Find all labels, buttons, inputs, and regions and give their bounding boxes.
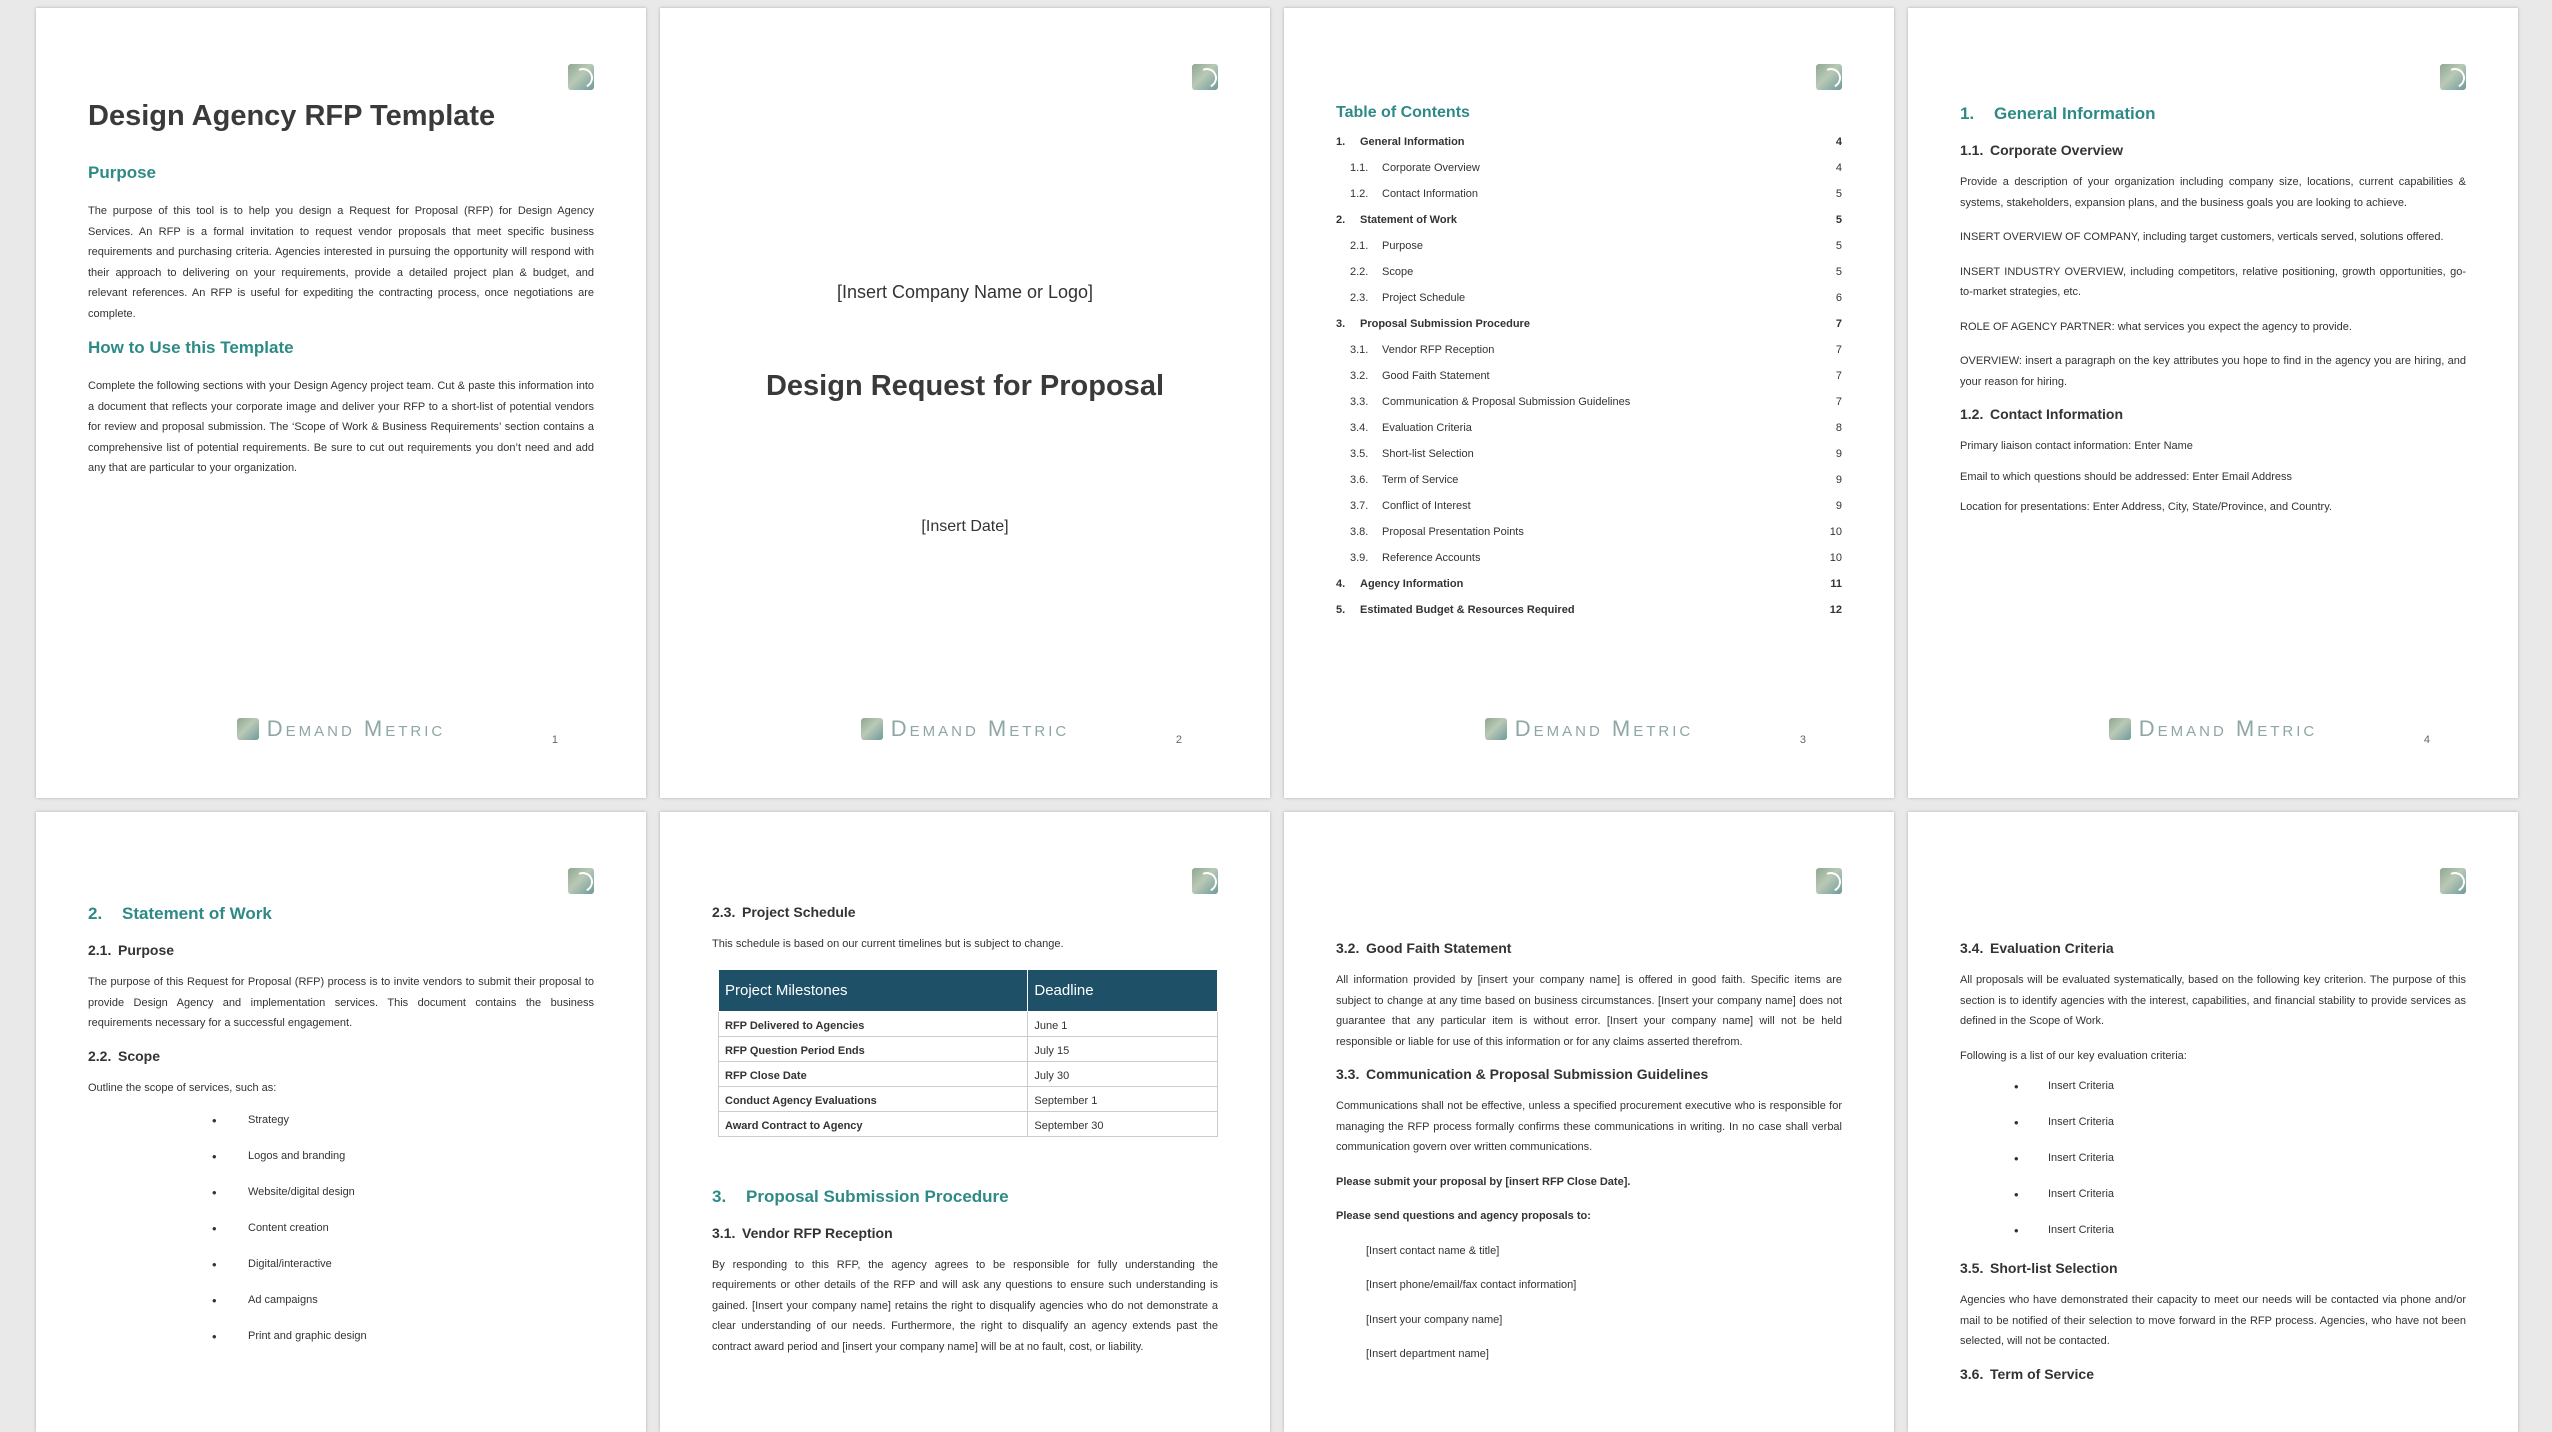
demand-metric-logo-icon: [568, 64, 594, 90]
paragraph: Communications shall not be effective, unless a specified procurement executive who is responsible for managing the RFP process formally confirms these communications in writing. In no case shall verbal communication govern over written communications.: [1336, 1100, 1842, 1153]
purpose-text: The purpose of this tool is to help you design a Request for Proposal (RFP) for Design Agency Services. An RFP is a formal invitation to request vendor proposals that meet specific business requirements and purchasing criteria. Agencies interested in pursuing the opportunity will respond with their approach to delivering on your requirements, provide a detailed project plan & budget, and relevant references. An RFP is useful for expediting the contracting process, once negotiations are complete.: [88, 205, 594, 320]
demand-metric-logo-icon: [1816, 64, 1842, 90]
document-page-8: [1908, 812, 2518, 1432]
submit-deadline: Please submit your proposal by [insert RFP Close Date].: [1336, 1175, 1631, 1188]
toc-list: [1336, 136, 1842, 630]
toc-item-label: Contact Information: [1382, 188, 1478, 200]
subsection-heading: 1.2. Contact Information: [1960, 406, 2123, 422]
list-item: • Ad campaigns: [248, 1294, 594, 1330]
paragraph: This schedule is based on our current timelines but is subject to change.: [712, 938, 1064, 950]
toc-item-page: 7: [1835, 344, 1842, 356]
toc-item-page: 5: [1835, 214, 1842, 226]
toc-item-number: 3.8.: [1350, 526, 1369, 538]
brand-mark-icon: [237, 718, 259, 740]
date-placeholder: [Insert Date]: [921, 518, 1009, 535]
paragraph: Provide a description of your organization including company size, locations, current capabilities & systems, stakeholders, expansion plans, and the business goals you are looking to achieve.: [1960, 176, 2466, 209]
toc-item-page: 4: [1835, 162, 1842, 174]
purpose-heading: Purpose: [88, 163, 157, 182]
toc-item-page: 9: [1835, 448, 1842, 460]
toc-item-label: Proposal Submission Procedure: [1360, 318, 1530, 330]
subsection-heading: 2.3. Project Schedule: [712, 904, 856, 920]
table-header: Project Milestones: [719, 969, 1028, 1011]
toc-item-number: 5.: [1336, 604, 1346, 616]
toc-item-page: 5: [1835, 266, 1842, 278]
toc-item-page: 10: [1829, 526, 1842, 538]
toc-item[interactable]: [1336, 422, 1842, 448]
toc-item[interactable]: [1336, 500, 1842, 526]
milestones-table: [718, 969, 1218, 1137]
demand-metric-logo-icon: [1192, 64, 1218, 90]
toc-item-number: 3.9.: [1350, 552, 1369, 564]
toc-item[interactable]: [1336, 552, 1842, 578]
table-cell: RFP Question Period Ends: [719, 1036, 1028, 1061]
table-cell: September 1: [1028, 1086, 1218, 1111]
toc-item-number: 3.5.: [1350, 448, 1369, 460]
toc-item-number: 4.: [1336, 578, 1346, 590]
subsection-heading: 3.3. Communication & Proposal Submission Guidelines: [1336, 1066, 1709, 1082]
toc-item-label: Reference Accounts: [1382, 552, 1481, 564]
toc-item-label: Vendor RFP Reception: [1382, 344, 1495, 356]
document-title: Design Agency RFP Template: [88, 100, 496, 132]
toc-item-number: 3.7.: [1350, 500, 1369, 512]
table-cell: June 1: [1028, 1011, 1218, 1036]
section-heading: 3. Proposal Submission Procedure: [712, 1186, 1009, 1206]
table-row: [719, 1011, 1218, 1036]
subsection-heading: 3.5. Short-list Selection: [1960, 1260, 2118, 1276]
contact-line: Primary liaison contact information: Enter Name: [1960, 440, 2193, 452]
toc-item[interactable]: [1336, 318, 1842, 344]
demand-metric-logo-icon: [1816, 868, 1842, 894]
toc-item-number: 2.1.: [1350, 240, 1369, 252]
paragraph: INSERT INDUSTRY OVERVIEW, including competitors, relative positioning, growth opportunities, go-to-market strategies, etc.: [1960, 265, 2466, 298]
toc-item-number: 3.2.: [1350, 370, 1369, 382]
criteria-list: [1960, 1080, 2466, 1260]
footer-brand: Demand Metric: [36, 716, 646, 742]
footer-brand: Demand Metric: [1284, 716, 1894, 742]
demand-metric-logo-icon: [2440, 64, 2466, 90]
list-item: • Print and graphic design: [248, 1330, 594, 1366]
toc-item[interactable]: [1336, 578, 1842, 604]
brand-mark-icon: [861, 718, 883, 740]
toc-item-page: 9: [1835, 500, 1842, 512]
paragraph: OVERVIEW: insert a paragraph on the key attributes you hope to find in the agency you are hiring, and your reason for hiring.: [1960, 355, 2466, 388]
list-item: • Insert Criteria: [2048, 1116, 2466, 1152]
toc-item[interactable]: [1336, 604, 1842, 630]
paragraph: All proposals will be evaluated systematically, based on the following key criterion. The purpose of this section is to identify agencies with the interest, capabilities, and financial stability to provide services as defined in the Scope of Work.: [1960, 974, 2466, 1027]
page-number: 3: [1799, 734, 1806, 746]
list-item: • Content creation: [248, 1222, 594, 1258]
toc-item-label: Estimated Budget & Resources Required: [1360, 604, 1575, 616]
table-cell: Award Contract to Agency: [719, 1111, 1028, 1136]
toc-item-number: 1.1.: [1350, 162, 1369, 174]
section-heading: 2. Statement of Work: [88, 904, 272, 923]
contact-line: Location for presentations: Enter Address, City, State/Province, and Country.: [1960, 501, 2332, 513]
table-cell: July 15: [1028, 1036, 1218, 1061]
howto-heading: How to Use this Template: [88, 338, 294, 357]
toc-item-label: Term of Service: [1382, 474, 1459, 486]
brand-mark-icon: [2109, 718, 2131, 740]
toc-item-label: Project Schedule: [1382, 292, 1466, 304]
howto-text: Complete the following sections with your Design Agency project team. Cut & paste this information into a document that reflects your corporate image and deliver your RFP to a short-list of potential vendors for review and proposal submission. The ‘Scope of Work & Business Requirements’ section contains a comprehensive list of potential requirements. Be sure to cut out requirements you don’t need and add any that are particular to your organization.: [88, 380, 594, 474]
subsection-heading: 3.2. Good Faith Statement: [1336, 940, 1512, 956]
toc-item-page: 6: [1835, 292, 1842, 304]
page-number: 2: [1175, 734, 1182, 746]
toc-item-number: 3.4.: [1350, 422, 1369, 434]
brand-mark-icon: [1485, 718, 1507, 740]
toc-item[interactable]: [1336, 214, 1842, 240]
list-item: • Insert Criteria: [2048, 1152, 2466, 1188]
toc-item-label: Communication & Proposal Submission Guidelines: [1382, 396, 1631, 408]
toc-item-page: 5: [1835, 188, 1842, 200]
demand-metric-logo-icon: [2440, 868, 2466, 894]
table-row: [719, 1036, 1218, 1061]
toc-item[interactable]: [1336, 266, 1842, 292]
section-heading: 1. General Information: [1960, 104, 2156, 123]
toc-item-label: Good Faith Statement: [1382, 370, 1490, 382]
list-item: • Logos and branding: [248, 1150, 594, 1186]
toc-item-number: 2.2.: [1350, 266, 1369, 278]
toc-item[interactable]: [1336, 136, 1842, 162]
document-page-4: [1908, 8, 2518, 798]
paragraph: The purpose of this Request for Proposal (RFP) process is to invite vendors to submit their proposal to provide Design Agency and implementation services. This document contains the business requirements necessary for a successful engagement.: [88, 976, 594, 1029]
toc-item-page: 9: [1835, 474, 1842, 486]
toc-item[interactable]: [1336, 188, 1842, 214]
toc-item[interactable]: [1336, 448, 1842, 474]
toc-item-label: Evaluation Criteria: [1382, 422, 1472, 434]
list-item: • Strategy: [248, 1114, 594, 1150]
toc-item-page: 11: [1830, 578, 1842, 590]
toc-item-label: Proposal Presentation Points: [1382, 526, 1524, 538]
scope-list: [88, 1114, 594, 1366]
paragraph: Agencies who have demonstrated their capacity to meet our needs will be contacted via phone and/or mail to be notified of their selection to move forward in the RFP process. Agencies, who have not been selected, will not be contacted.: [1960, 1294, 2466, 1347]
toc-item-page: 7: [1835, 370, 1842, 382]
toc-heading: Table of Contents: [1336, 104, 1470, 121]
toc-item[interactable]: [1336, 162, 1842, 188]
toc-item[interactable]: [1336, 370, 1842, 396]
toc-item[interactable]: [1336, 526, 1842, 552]
toc-item-number: 1.: [1336, 136, 1346, 148]
table-cell: September 30: [1028, 1111, 1218, 1136]
cover-title: Design Request for Proposal: [765, 370, 1164, 402]
contact-placeholder: [Insert contact name & title]: [1366, 1244, 1500, 1257]
table-cell: Conduct Agency Evaluations: [719, 1086, 1028, 1111]
document-page-6: [660, 812, 1270, 1432]
table-row: [719, 1061, 1218, 1086]
contact-placeholder: [Insert your company name]: [1366, 1313, 1503, 1326]
document-page-1: [36, 8, 646, 798]
table-row: [719, 1111, 1218, 1136]
toc-item-page: 8: [1835, 422, 1842, 434]
subsection-heading: 2.1. Purpose: [88, 942, 175, 958]
table-header-row: [719, 969, 1218, 1011]
toc-item-label: Statement of Work: [1360, 214, 1457, 226]
toc-item-page: 4: [1835, 136, 1842, 148]
toc-item[interactable]: [1336, 344, 1842, 370]
table-cell: RFP Delivered to Agencies: [719, 1011, 1028, 1036]
company-placeholder: [Insert Company Name or Logo]: [836, 282, 1094, 302]
send-to-label: Please send questions and agency proposals to:: [1336, 1210, 1591, 1222]
toc-item-number: 1.2.: [1350, 188, 1369, 200]
toc-item-page: 7: [1835, 396, 1842, 408]
page-number: 1: [551, 734, 558, 746]
list-item: • Insert Criteria: [2048, 1188, 2466, 1224]
document-page-2: [660, 8, 1270, 798]
toc-item-label: Purpose: [1382, 240, 1423, 252]
toc-item-number: 3.1.: [1350, 344, 1369, 356]
contact-line: Email to which questions should be addressed: Enter Email Address: [1960, 470, 2293, 483]
page-number: 4: [2423, 734, 2430, 746]
toc-item-page: 5: [1835, 240, 1842, 252]
toc-item[interactable]: [1336, 292, 1842, 318]
toc-item-number: 3.3.: [1350, 396, 1369, 408]
toc-item-label: Scope: [1382, 266, 1414, 278]
paragraph: All information provided by [insert your company name] is offered in good faith. Specific items are subject to change at any time based on business circumstances. [Insert your company name] does not guarantee that any particular item is without error. [Insert your company name] will not be held responsible or liable for use of this information or for any claims asserted therefrom.: [1336, 974, 1842, 1048]
footer-brand: Demand Metric: [1908, 716, 2518, 742]
table-header: Deadline: [1028, 969, 1218, 1011]
toc-item[interactable]: [1336, 396, 1842, 422]
subsection-heading: 1.1. Corporate Overview: [1960, 142, 2124, 158]
subsection-heading: 3.4. Evaluation Criteria: [1960, 940, 2114, 956]
document-page-5: [36, 812, 646, 1432]
subsection-heading: 2.2. Scope: [88, 1047, 161, 1064]
toc-item-label: Agency Information: [1360, 578, 1464, 590]
list-item: • Insert Criteria: [2048, 1080, 2466, 1116]
toc-item-number: 3.: [1336, 318, 1346, 330]
subsection-heading: 3.6. Term of Service: [1960, 1365, 2095, 1382]
demand-metric-logo-icon: [1192, 868, 1218, 894]
table-cell: July 30: [1028, 1061, 1218, 1086]
list-item: • Website/digital design: [248, 1186, 594, 1222]
footer-brand: Demand Metric: [660, 716, 1270, 742]
toc-item[interactable]: [1336, 474, 1842, 500]
table-row: [719, 1086, 1218, 1111]
paragraph: ROLE OF AGENCY PARTNER: what services you expect the agency to provide.: [1960, 320, 2352, 333]
document-page-7: [1284, 812, 1894, 1432]
list-item: • Digital/interactive: [248, 1258, 594, 1294]
table-cell: RFP Close Date: [719, 1061, 1028, 1086]
paragraph: INSERT OVERVIEW OF COMPANY, including target customers, verticals served, solutions offered.: [1960, 231, 2444, 243]
toc-item-number: 2.: [1336, 214, 1346, 226]
toc-item-label: Corporate Overview: [1382, 162, 1480, 174]
toc-item-label: General Information: [1360, 136, 1465, 148]
toc-item-page: 12: [1829, 604, 1842, 616]
toc-item-page: 10: [1829, 552, 1842, 564]
paragraph: By responding to this RFP, the agency agrees to be responsible for fully understanding the requirements or other details of the RFP and will ask any questions to ensure such understanding is gained. [Insert your company name] retains the right to disqualify agencies who do not demonstrate a clear understanding of our needs. Furthermore, the right to disqualify an agency extends past the contract award period and [insert your company name] will be at no fault, cost, or liability.: [712, 1258, 1218, 1353]
toc-item-label: Conflict of Interest: [1382, 500, 1471, 512]
toc-item-label: Short-list Selection: [1382, 448, 1474, 460]
list-item: • Insert Criteria: [2048, 1224, 2466, 1260]
paragraph: Following is a list of our key evaluation criteria:: [1960, 1049, 2187, 1062]
toc-item[interactable]: [1336, 240, 1842, 266]
demand-metric-logo-icon: [568, 868, 594, 894]
toc-item-page: 7: [1835, 318, 1842, 330]
contact-placeholder: [Insert department name]: [1366, 1348, 1489, 1360]
toc-item-number: 2.3.: [1350, 292, 1369, 304]
contact-placeholder: [Insert phone/email/fax contact information]: [1366, 1279, 1577, 1291]
document-page-3: [1284, 8, 1894, 798]
paragraph: Outline the scope of services, such as:: [88, 1081, 277, 1094]
subsection-heading: 3.1. Vendor RFP Reception: [712, 1224, 893, 1241]
toc-item-number: 3.6.: [1350, 474, 1369, 486]
